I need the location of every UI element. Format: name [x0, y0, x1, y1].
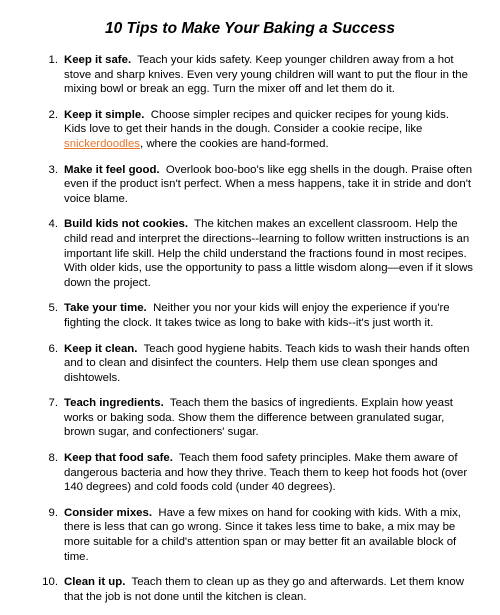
tip-item-2 — [0, 108, 500, 152]
tip-number: 8. — [48, 452, 58, 465]
tip-title: Build kids not cookies. — [64, 218, 189, 231]
tip-text: Choose simpler recipes and quicker recipes for young kids. Kids love to get their hands in the dough. Consider a cookie recipe, like — [64, 108, 449, 136]
page-title: 10 Tips to Make Your Baking a Success — [104, 20, 396, 37]
tip-item-3 — [0, 163, 500, 207]
snickerdoodles-link[interactable]: snickerdoodles — [64, 137, 140, 150]
tip-item-6 — [0, 342, 500, 386]
tip-text: Have a few mixes on hand for cooking with kids. With a mix, there is less that can go wrong. Since it takes less time to bake, a mix may be more suitable for a child's attention span or may better fit an available block of time. — [64, 506, 461, 563]
tip-title: Keep that food safe. — [64, 452, 173, 465]
tip-text: Neither you nor your kids will enjoy the experience if you're fighting the clock. It takes twice as long to bake with kids--it's just worth it. — [64, 302, 450, 329]
tip-text: Teach them food safety principles. Make them aware of dangerous bacteria and how they thrive. Teach them to keep hot foods hot (over 140 degrees) and cold foods cold (under 40 degrees). — [64, 452, 468, 494]
tip-number: 5. — [48, 302, 58, 315]
tip-title: Consider mixes. — [64, 506, 152, 519]
tip-number: 3. — [48, 163, 58, 176]
tip-number: 6. — [48, 342, 58, 355]
tip-number: 1. — [48, 54, 58, 66]
tip-number: 10. — [42, 576, 58, 589]
tip-number: 7. — [48, 397, 58, 410]
tip-text: Teach them the basics of ingredients. Explain how yeast works or baking soda. Show them the difference between granulated sugar, brown sugar, and confectioners' sugar. — [64, 397, 453, 439]
tip-number: 4. — [48, 218, 58, 231]
tip-title: Keep it simple. — [64, 108, 145, 121]
tip-title: Teach ingredients. — [64, 397, 164, 410]
tip-text: Teach them to clean up as they go and afterwards. Let them know that the job is not done until the kitchen is clean. — [64, 576, 464, 603]
tip-item-9 — [0, 506, 500, 564]
tip-number: 9. — [48, 506, 58, 519]
tip-text: The kitchen makes an excellent classroom. Help the child read and interpret the directions--learning to follow written instructions is an important life skill. Help the child understand the fractions found in most recipes. With older kids, use the opportunity to pass a little wisdom along—even if it slows down the project. — [64, 218, 473, 289]
tips-list — [0, 53, 500, 615]
tip-item-10 — [0, 575, 500, 604]
tip-item-4 — [0, 217, 500, 290]
tip-number: 2. — [48, 108, 58, 121]
tip-item-7 — [0, 396, 500, 440]
tip-title: Take your time. — [64, 302, 147, 315]
tip-text: Teach your kids safety. Keep younger children away from a hot stove and sharp knives. Even very young children will want to put the flour in the mixing bowl or break an egg. Turn the mixer off and let them do it. — [64, 54, 468, 96]
tip-title: Keep it safe. — [64, 54, 132, 66]
tip-item-5 — [0, 301, 500, 330]
tip-title: Make it feel good. — [64, 163, 160, 176]
tip-title: Clean it up. — [64, 576, 126, 589]
tip-title: Keep it clean. — [64, 342, 138, 355]
tip-item-1 — [0, 53, 500, 97]
tip-item-8 — [0, 451, 500, 495]
tip-text: Teach good hygiene habits. Teach kids to wash their hands often and to clean and disinfect the counters. Help them use clean sponges and dishtowels. — [64, 342, 470, 384]
tip-text: , where the cookies are hand-formed. — [139, 137, 329, 150]
tip-text: Overlook boo-boo's like egg shells in the dough. Praise often even if the product isn't perfect. When a mess happens, take it in stride and don't voice blame. — [64, 163, 473, 205]
